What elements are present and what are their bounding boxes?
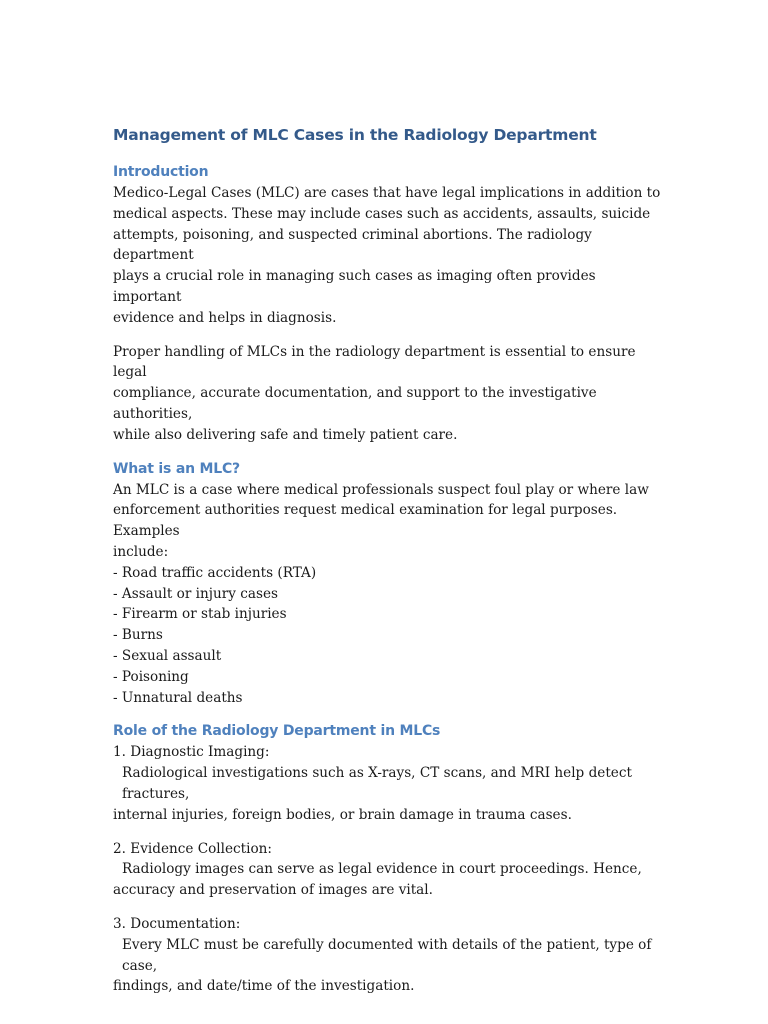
section-heading-what-is-mlc: What is an MLC? [113, 460, 240, 477]
section-heading-role: Role of the Radiology Department in MLCs [113, 723, 441, 740]
text-line: Medico-Legal Cases (MLC) are cases that have legal implications in addition to [113, 185, 661, 201]
text-line: An MLC is a case where medical professionals suspect foul play or where law [113, 481, 649, 498]
text-line: Radiological investigations such as X-rays, CT scans, and MRI help detect fractures, [122, 765, 632, 802]
point-label: 3. Documentation: [113, 915, 241, 932]
list-item: - Unnatural deaths [113, 689, 243, 706]
list-item: - Assault or injury cases [113, 585, 278, 602]
text-line: accuracy and preservation of images are vital. [113, 882, 433, 899]
document-title: Management of MLC Cases in the Radiology Department [113, 126, 597, 144]
text-line: attempts, poisoning, and suspected criminal abortions. The radiology department [113, 226, 592, 264]
list-item: - Road traffic accidents (RTA) [113, 564, 317, 581]
text-line: medical aspects. These may include cases such as accidents, assaults, suicide [113, 205, 651, 222]
text-line: evidence and helps in diagnosis. [113, 309, 337, 326]
introduction-paragraph-1 [113, 183, 661, 329]
role-point-documentation [113, 914, 661, 997]
list-item: - Firearm or stab injuries [113, 606, 287, 623]
text-line: Proper handling of MLCs in the radiology department is essential to ensure legal [113, 343, 636, 381]
what-is-mlc-body [113, 480, 661, 709]
text-line: Every MLC must be carefully documented with details of the patient, type of case, [122, 936, 652, 974]
document-page [113, 124, 661, 1010]
role-point-evidence-collection [113, 839, 661, 901]
text-line: while also delivering safe and timely patient care. [113, 426, 458, 443]
text-line: internal injuries, foreign bodies, or brain damage in trauma cases. [113, 806, 572, 823]
role-point-diagnostic-imaging [113, 742, 661, 825]
text-line: plays a crucial role in managing such cases as imaging often provides important [113, 268, 596, 305]
section-heading-introduction: Introduction [113, 164, 209, 180]
text-line: include: [113, 543, 169, 560]
list-item: - Burns [113, 627, 163, 644]
text-line: findings, and date/time of the investigation. [113, 978, 415, 995]
text-line: Radiology images can serve as legal evidence in court proceedings. Hence, [122, 861, 642, 878]
text-line: enforcement authorities request medical examination for legal purposes. Examples [113, 502, 618, 540]
point-label: 2. Evidence Collection: [113, 840, 272, 857]
text-line: compliance, accurate documentation, and support to the investigative authorities, [113, 385, 597, 422]
list-item: - Poisoning [113, 668, 189, 685]
introduction-paragraph-2 [113, 342, 661, 446]
list-item: - Sexual assault [113, 647, 222, 664]
point-label: 1. Diagnostic Imaging: [113, 744, 270, 761]
